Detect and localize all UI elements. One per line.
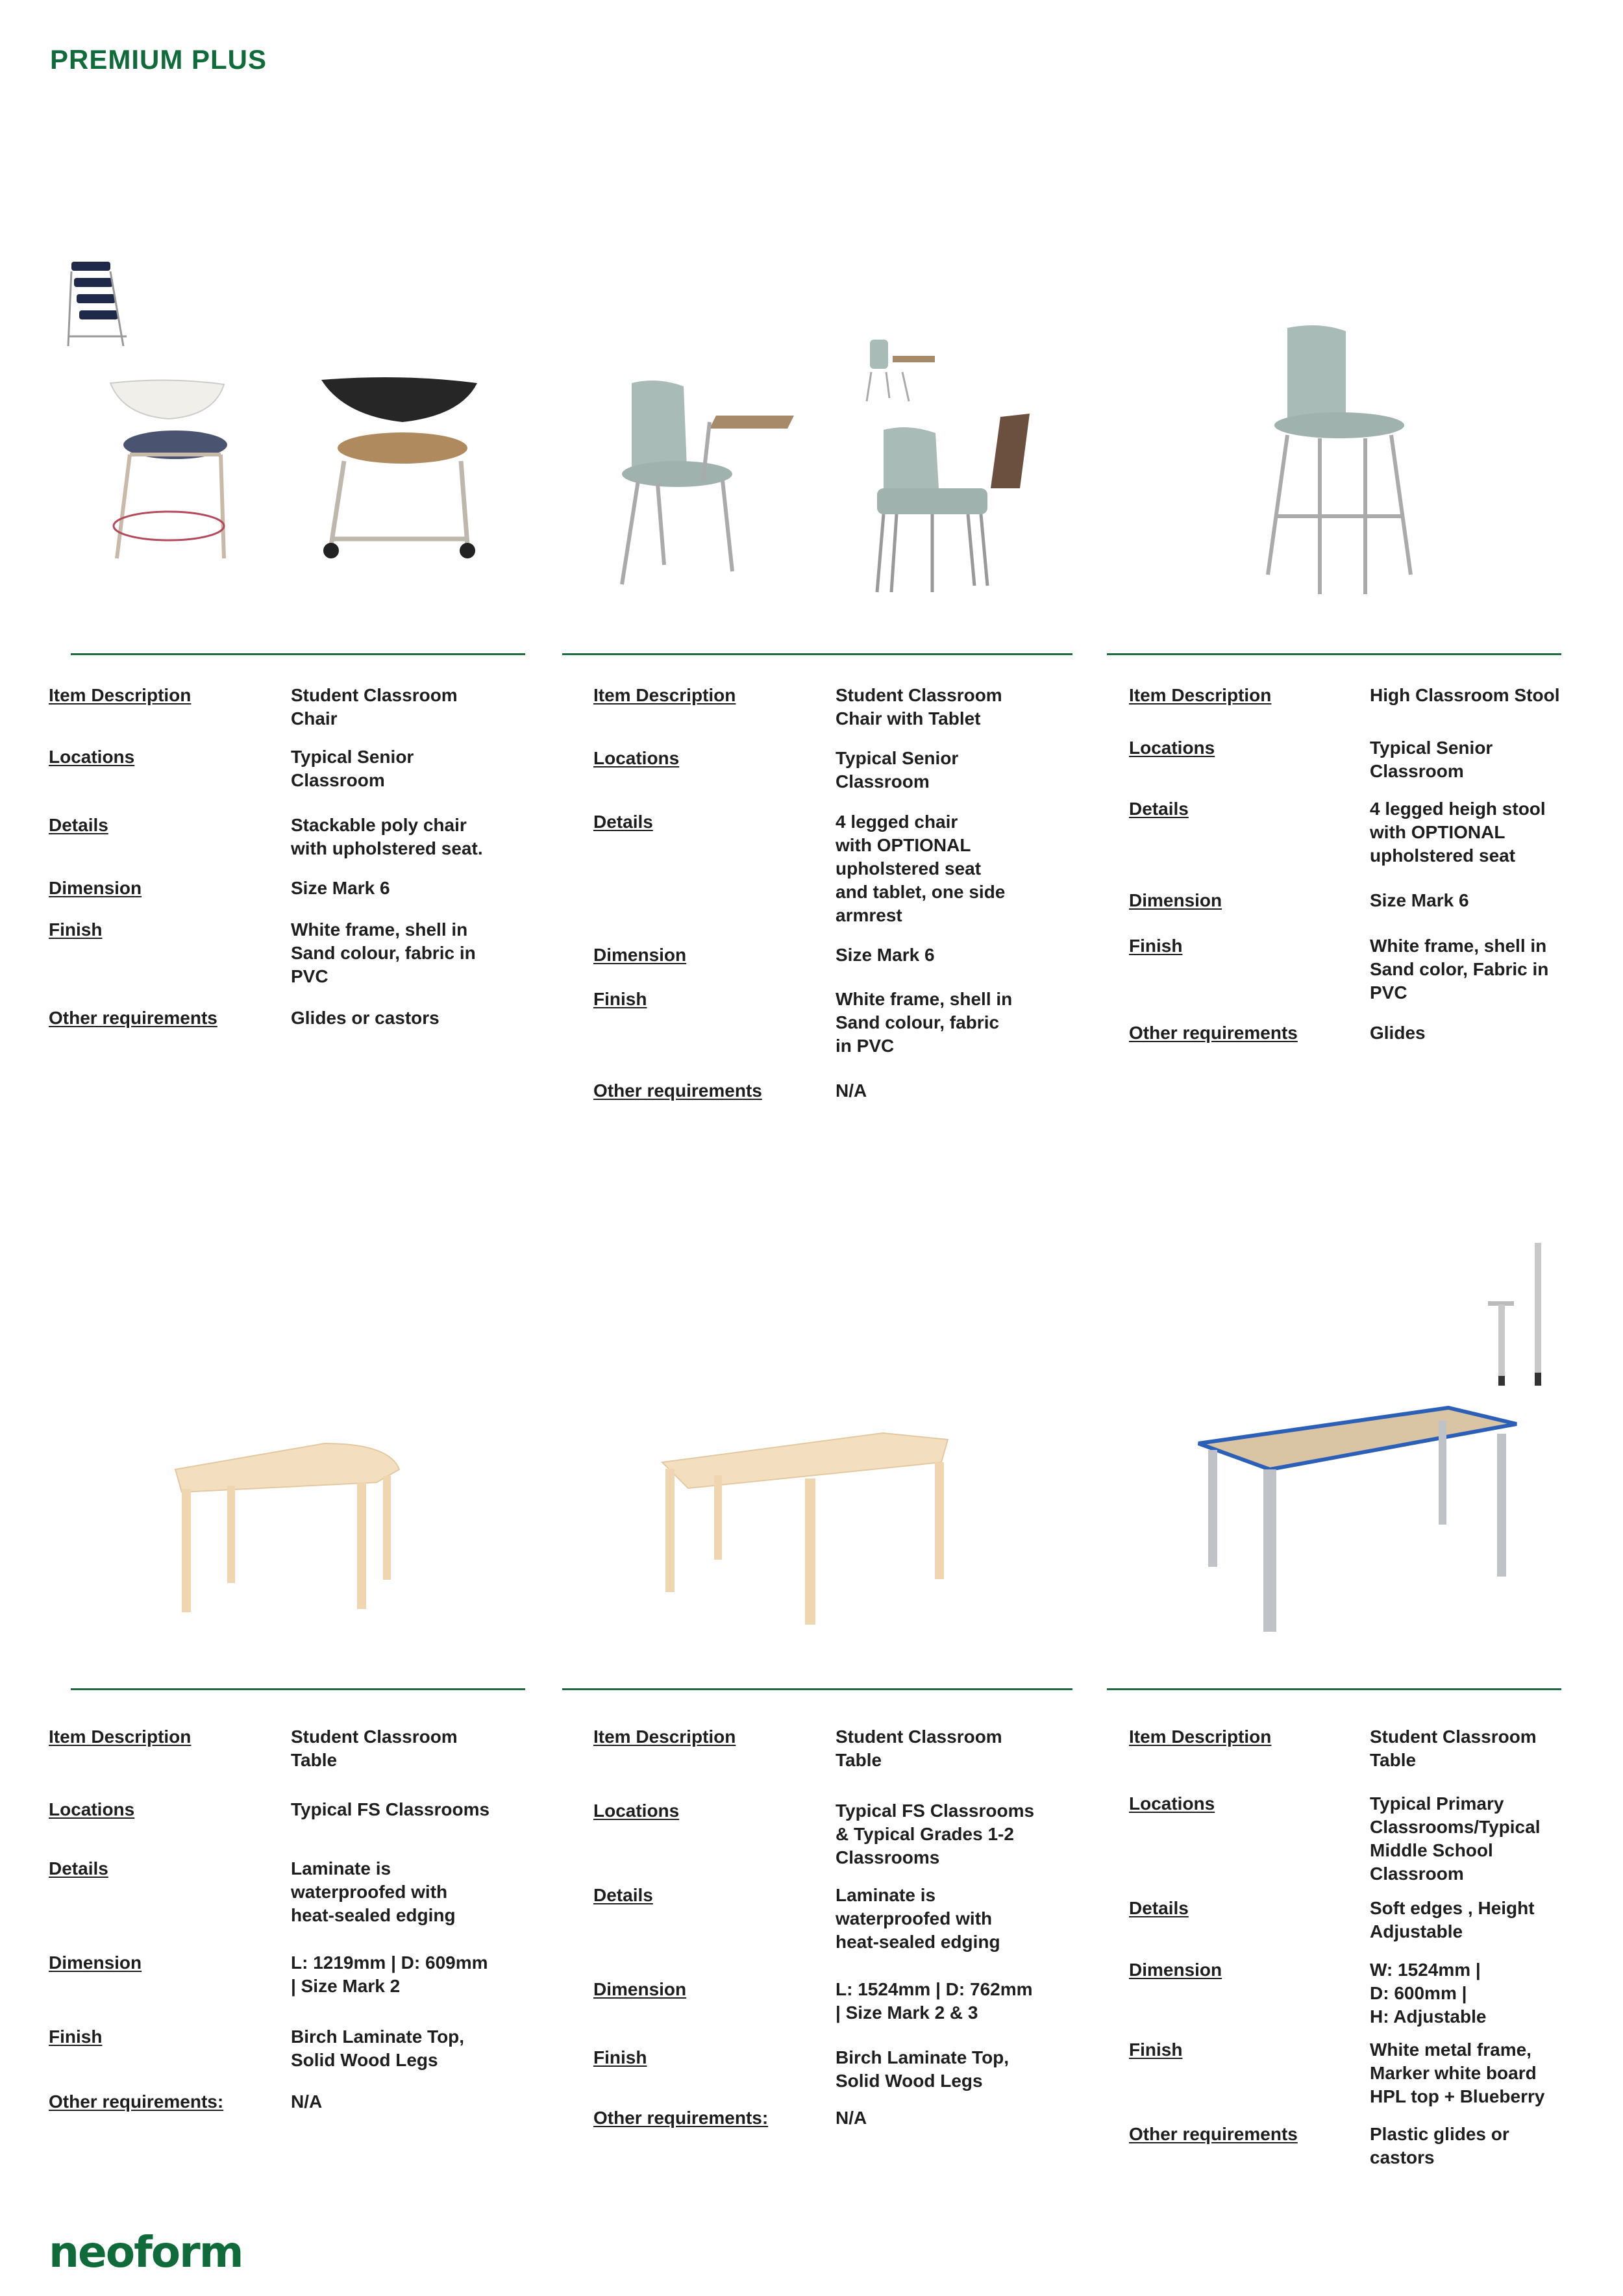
dimension-value: L: 1524mm | D: 762mm | Size Mark 2 & 3 <box>836 1979 1033 2023</box>
item-description-value: Student Classroom Table <box>836 1727 1002 1770</box>
locations-label: Locations <box>1129 1793 1215 1814</box>
dimension-value: Size Mark 6 <box>291 878 390 898</box>
other-requirements-label: Other requirements: <box>49 2091 224 2112</box>
finish-label: Finish <box>1129 2040 1183 2060</box>
details-value: Stackable poly chair with upholstered seat. <box>291 815 483 858</box>
details-label: Details <box>593 1885 653 1905</box>
locations-label: Locations <box>1129 738 1215 758</box>
other-requirements-value: Plastic glides or castors <box>1370 2124 1509 2167</box>
locations-value: Typical Senior Classroom <box>1370 738 1493 781</box>
neoform-logo <box>49 2227 242 2277</box>
dimension-label: Dimension <box>593 945 687 965</box>
other-requirements-value: N/A <box>836 1080 867 1101</box>
finish-value: Birch Laminate Top, Solid Wood Legs <box>291 2027 465 2070</box>
other-requirements-value: N/A <box>836 2108 867 2128</box>
details-label: Details <box>49 1858 108 1878</box>
dimension-value: L: 1219mm | D: 609mm | Size Mark 2 <box>291 1953 488 1996</box>
finish-label: Finish <box>593 989 647 1009</box>
dimension-value: Size Mark 6 <box>1370 890 1469 910</box>
other-requirements-value: Glides or castors <box>291 1008 440 1028</box>
divider-rule <box>71 1688 525 1690</box>
finish-label: Finish <box>49 2027 103 2047</box>
locations-value: Typical FS Classrooms & Typical Grades 1-2 Classrooms <box>836 1801 1035 1867</box>
details-value: Soft edges , Height Adjustable <box>1370 1898 1535 1941</box>
details-value: 4 legged chair with OPTIONAL upholstered seat and tablet, one side armrest <box>836 812 1006 925</box>
item-description-label: Item Description <box>49 1727 192 1747</box>
dimension-value: Size Mark 6 <box>836 945 935 965</box>
item-description-label: Item Description <box>593 685 736 705</box>
item-description-label: Item Description <box>1129 1727 1272 1747</box>
trapezoid-table-image <box>649 1417 954 1631</box>
locations-label: Locations <box>49 747 135 767</box>
other-requirements-label: Other requirements: <box>593 2108 769 2128</box>
locations-label: Locations <box>49 1799 135 1819</box>
divider-rule <box>562 653 1072 655</box>
finish-label: Finish <box>49 919 103 940</box>
details-label: Details <box>1129 799 1189 819</box>
divider-rule <box>562 1688 1072 1690</box>
dimension-label: Dimension <box>1129 1960 1222 1980</box>
locations-value: Typical Senior Classroom <box>836 748 959 792</box>
student-chair-black-castors-image <box>305 377 500 571</box>
item-description-label: Item Description <box>1129 685 1272 705</box>
finish-value: Birch Laminate Top, Solid Wood Legs <box>836 2047 1010 2091</box>
details-value: 4 legged heigh stool with OPTIONAL upholstered seat <box>1370 799 1546 866</box>
item-description-value: Student Classroom Table <box>291 1727 458 1770</box>
locations-value: Typical Primary Classrooms/Typical Middle School Classroom <box>1370 1793 1541 1884</box>
item-description-value: High Classroom Stool <box>1370 685 1560 705</box>
details-label: Details <box>1129 1898 1189 1918</box>
locations-label: Locations <box>593 748 680 768</box>
item-description-label: Item Description <box>49 685 192 705</box>
adjustable-legs-image <box>1483 1240 1551 1389</box>
item-description-value: Student Classroom Chair <box>291 685 458 729</box>
locations-label: Locations <box>593 1801 680 1821</box>
item-description-value: Student Classroom Chair with Tablet <box>836 685 1002 729</box>
divider-rule <box>1107 653 1561 655</box>
divider-rule <box>71 653 525 655</box>
tablet-chair-image <box>612 377 800 591</box>
stacked-chairs-thumbnail <box>65 258 133 351</box>
finish-label: Finish <box>1129 936 1183 956</box>
logo-text: neoform <box>49 2227 243 2277</box>
details-value: Laminate is waterproofed with heat-sealed edging <box>836 1885 1000 1952</box>
finish-label: Finish <box>593 2047 647 2067</box>
stacked-tablet-chairs-image <box>871 410 1033 595</box>
high-stool-image <box>1261 321 1424 601</box>
rectangular-adjustable-table-image <box>1192 1395 1523 1641</box>
locations-value: Typical Senior Classroom <box>291 747 414 790</box>
item-description-label: Item Description <box>593 1727 736 1747</box>
half-round-table-image <box>162 1424 409 1632</box>
other-requirements-label: Other requirements <box>1129 1023 1298 1043</box>
other-requirements-value: Glides <box>1370 1023 1426 1043</box>
other-requirements-label: Other requirements <box>593 1080 762 1101</box>
finish-value: White metal frame, Marker white board HPL top + Blueberry <box>1370 2040 1545 2106</box>
other-requirements-value: N/A <box>291 2091 323 2112</box>
dimension-label: Dimension <box>593 1979 687 1999</box>
student-chair-white-image <box>104 377 234 571</box>
other-requirements-label: Other requirements <box>49 1008 217 1028</box>
dimension-label: Dimension <box>49 878 142 898</box>
details-value: Laminate is waterproofed with heat-sealed edging <box>291 1858 456 1925</box>
item-description-value: Student Classroom Table <box>1370 1727 1537 1770</box>
other-requirements-label: Other requirements <box>1129 2124 1298 2144</box>
locations-value: Typical FS Classrooms <box>291 1799 490 1819</box>
details-label: Details <box>49 815 108 835</box>
finish-value: White frame, shell in Sand colour, fabric in PVC <box>291 919 476 986</box>
dimension-label: Dimension <box>49 1953 142 1973</box>
finish-value: White frame, shell in Sand colour, fabric in PVC <box>836 989 1013 1056</box>
tablet-chair-small-image <box>863 336 938 405</box>
dimension-value: W: 1524mm | D: 600mm | H: Adjustable <box>1370 1960 1487 2027</box>
page-title: PREMIUM PLUS <box>50 44 267 75</box>
dimension-label: Dimension <box>1129 890 1222 910</box>
divider-rule <box>1107 1688 1561 1690</box>
details-label: Details <box>593 812 653 832</box>
finish-value: White frame, shell in Sand color, Fabric in PVC <box>1370 936 1549 1003</box>
